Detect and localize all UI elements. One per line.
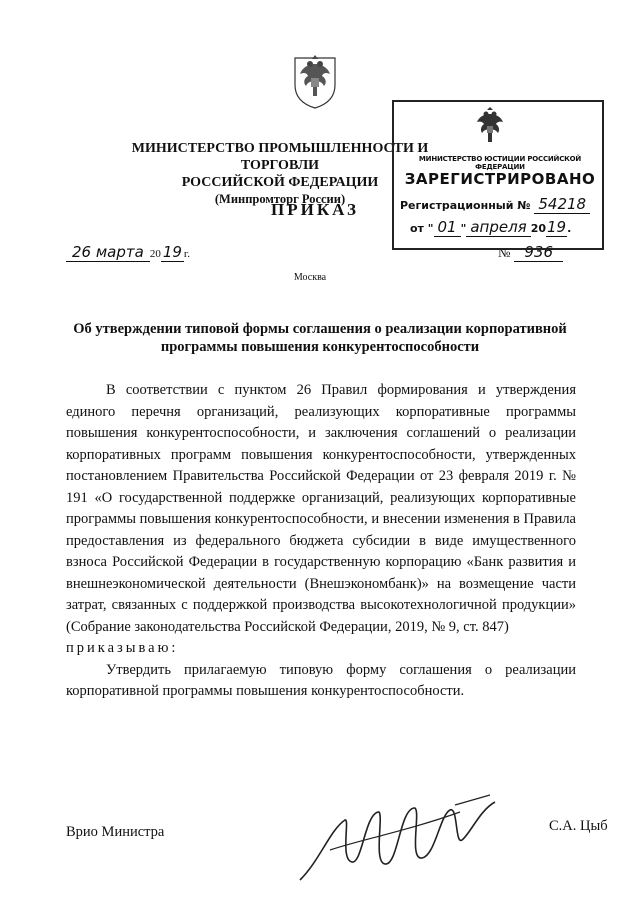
body-paragraph-2: Утвердить прилагаемую типовую форму соглашения о реализации корпоративной программы повышения конкурентоспособности.: [66, 661, 576, 699]
stamp-coat-of-arms-icon: [470, 106, 510, 151]
signatory-name: С.А. Цыб: [549, 818, 608, 834]
stamp-date: [410, 218, 571, 236]
stamp-date-suffix: .: [567, 222, 572, 235]
order-date-year-suffix: г.: [183, 248, 190, 260]
stamp-reg-label: Регистрационный №: [400, 199, 531, 212]
city-label: Москва: [293, 272, 327, 283]
order-number-handwritten: 936: [514, 243, 563, 262]
document-title: Об утверждении типовой формы соглашения о реализации корпоративной программы повышения конкурентоспособности: [73, 321, 567, 355]
body-paragraph-1: В соответствии с пунктом 26 Правил формирования и утверждения единого перечня организаций, реализующих корпоративные программы повышения конкурентоспособности, и заключения соглашений о реализации корпоративных программ повышения конкурентоспособности, утвержденных постановлением Правительства Российской Федерации от 23 февраля 2019 г. № 191 «О государственной поддержке организаций, реализующих корпоративные программы повышения конкурентоспособности, и внесении изменения в Правила предоставления из федерального бюджета субсидии в виде имущественного взноса Российской Федерации в государственную корпорацию «Банк развития и внешнеэкономической деятельности (Внешэкономбанк)» на возмещение части затрат, связанных с поддержкой производства высокотехнологичной продукции» (Собрание законодательства Российской Федерации, 2019, № 9, ст. 847): [66, 382, 576, 635]
stamp-date-day: 01: [434, 218, 461, 237]
handwritten-signature: [290, 790, 500, 890]
stamp-date-mid: ": [460, 222, 467, 235]
stamp-date-year-prefix: 20: [530, 222, 547, 235]
signatory-position: Врио Министра: [66, 824, 165, 840]
order-command: приказываю:: [66, 640, 179, 656]
order-title: ПРИКАЗ: [271, 200, 359, 219]
order-date-year-prefix: 20: [149, 248, 161, 260]
stamp-date-month: апреля: [466, 218, 530, 237]
stamp-registered: ЗАРЕГИСТРИРОВАНО: [404, 170, 596, 188]
order-date-handwritten: 26 марта: [66, 243, 150, 262]
order-date: [66, 243, 190, 262]
stamp-reg-number: 54218: [534, 195, 590, 214]
document-body: [66, 380, 576, 703]
ministry-name-line1: МИНИСТЕРСТВО ПРОМЫШЛЕННОСТИ И ТОРГОВЛИ: [131, 141, 429, 173]
ministry-header: [130, 140, 430, 208]
order-number-prefix: №: [498, 245, 511, 260]
stamp-date-prefix: от ": [410, 222, 434, 235]
stamp-agency: МИНИСТЕРСТВО ЮСТИЦИИ РОССИЙСКОЙ ФЕДЕРАЦИИ: [418, 155, 582, 171]
stamp-registration-number: [400, 195, 590, 213]
ministry-name-line2: РОССИЙСКОЙ ФЕДЕРАЦИИ: [181, 175, 379, 190]
ministry-abbr: (Минпромторг России): [214, 192, 346, 206]
russian-coat-of-arms-icon: [290, 50, 340, 110]
stamp-date-year: 19: [547, 218, 567, 236]
order-date-year-handwritten: 19: [162, 243, 182, 261]
